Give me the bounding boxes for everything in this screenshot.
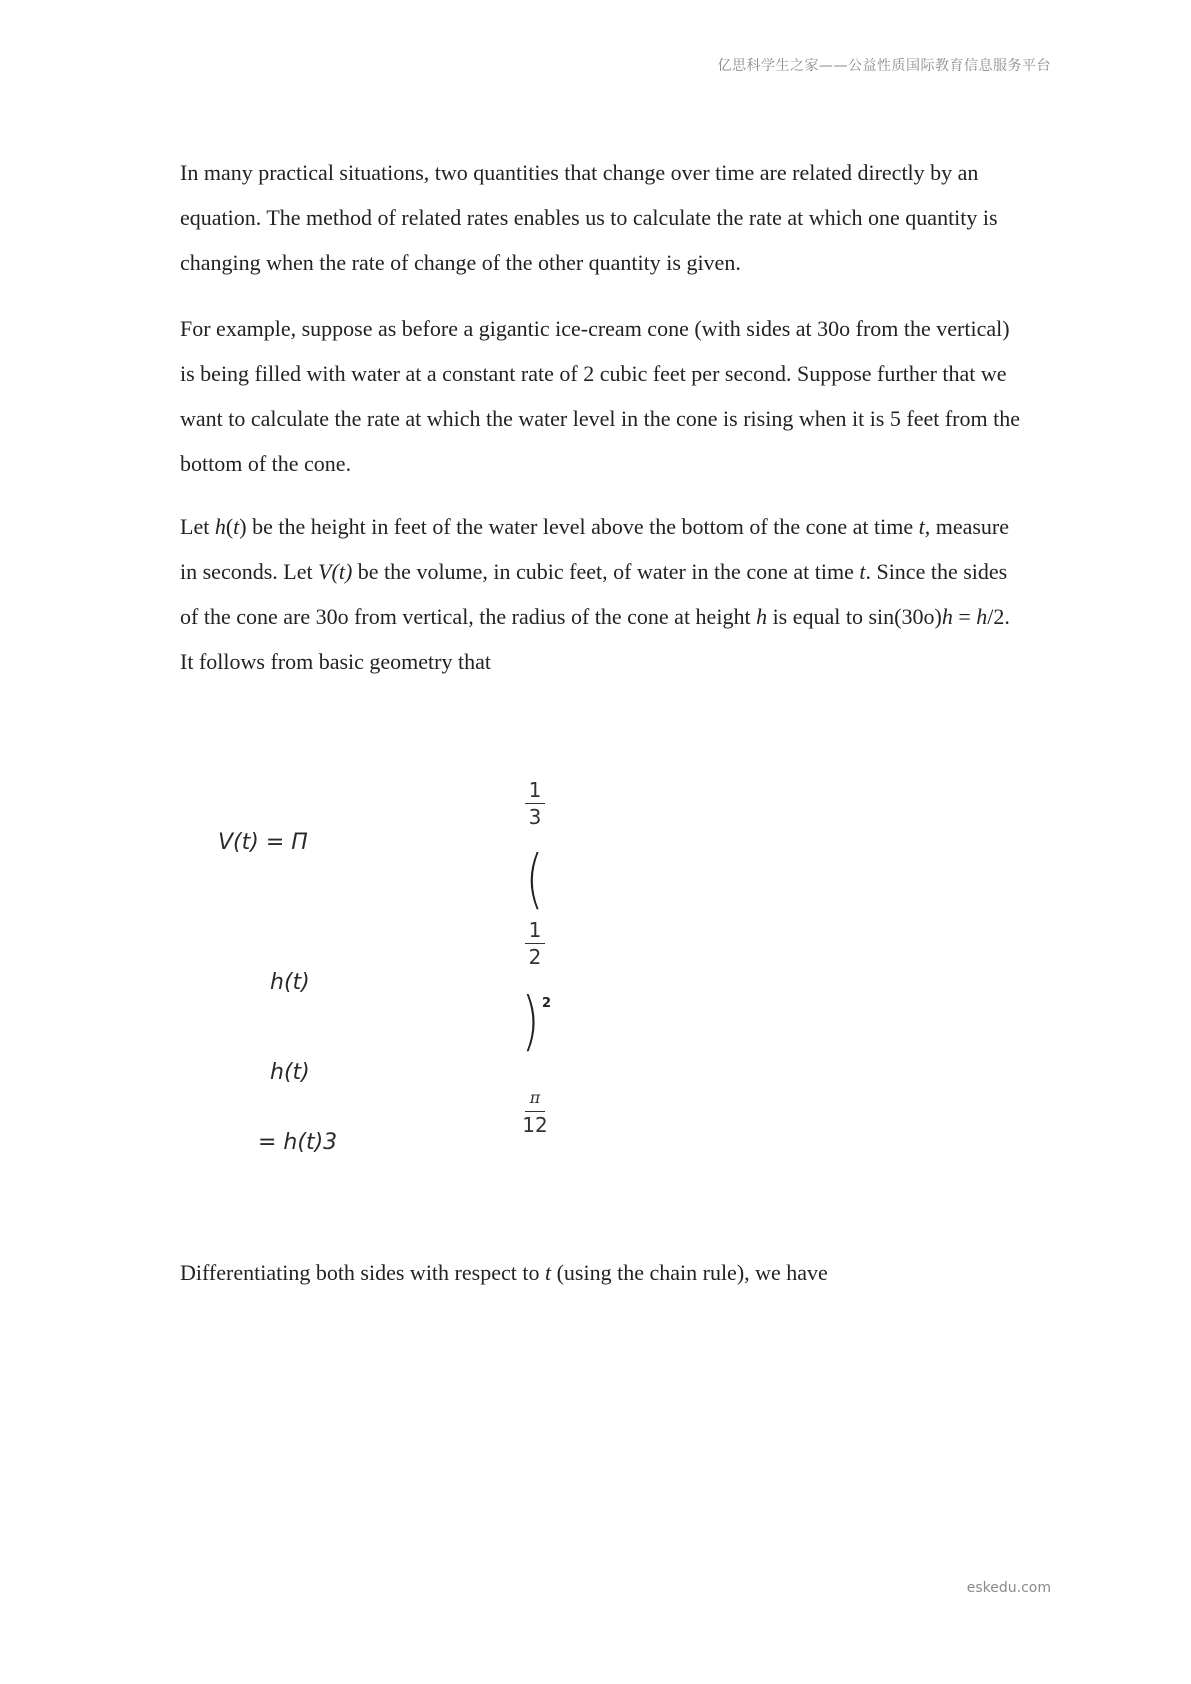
- equation-ht-2: h(t): [270, 1060, 310, 1085]
- fraction-numerator: π: [529, 1088, 541, 1107]
- paragraph-intro: In many practical situations, two quantities that change over time are related directly by an equation. The method of related rates enables us to calculate the rate at which one quantity is changing when the rate of change of the other quantity is given.: [180, 160, 998, 275]
- equation-vt-pi: V(t) = Π: [218, 830, 308, 855]
- fraction-one-third: [520, 778, 550, 829]
- close-parenthesis: ): [521, 985, 540, 1059]
- fraction-bar: [525, 803, 545, 804]
- paragraph-differentiating: Differentiating both sides with respect to t (using the chain rule), we have: [180, 1260, 828, 1285]
- fraction-numerator: 1: [528, 778, 542, 802]
- fraction-denominator: 2: [528, 945, 542, 969]
- paragraph-example: For example, suppose as before a gigantic ice-cream cone (with sides at 30o from the vertical) is being filled with water at a constant rate of 2 cubic feet per second. Suppose further that we want to calculate the rate at which the water level in the cone is rising when it is 5 feet from the bottom of the cone.: [180, 316, 1020, 476]
- fraction-bar: [525, 943, 545, 944]
- fraction-denominator: 12: [522, 1113, 548, 1137]
- paragraph-definitions: Let h(t) be the height in feet of the water level above the bottom of the cone at time t, measure in seconds. Let V(t) be the volume, in cubic feet, of water in the cone at time t. Since the sides of the cone are 30o from vertical, the radius of the cone at height h is equal to sin(30o)h = h/2. It follows from basic geometry that: [180, 514, 1010, 674]
- fraction-one-half: [520, 918, 550, 969]
- equation-ht-3: = h(t)3: [258, 1130, 338, 1155]
- footer-site-url: eskedu.com: [966, 1580, 1051, 1596]
- fraction-pi-twelfth: [520, 1086, 550, 1137]
- open-parenthesis: (: [525, 843, 544, 917]
- exponent-two: 2: [542, 996, 552, 1011]
- header-site-text: 亿思科学生之家——公益性质国际教育信息服务平台: [717, 58, 1051, 74]
- fraction-numerator: 1: [528, 918, 542, 942]
- fraction-bar: [525, 1111, 545, 1112]
- fraction-denominator: 3: [528, 805, 542, 829]
- equation-ht-1: h(t): [270, 970, 310, 995]
